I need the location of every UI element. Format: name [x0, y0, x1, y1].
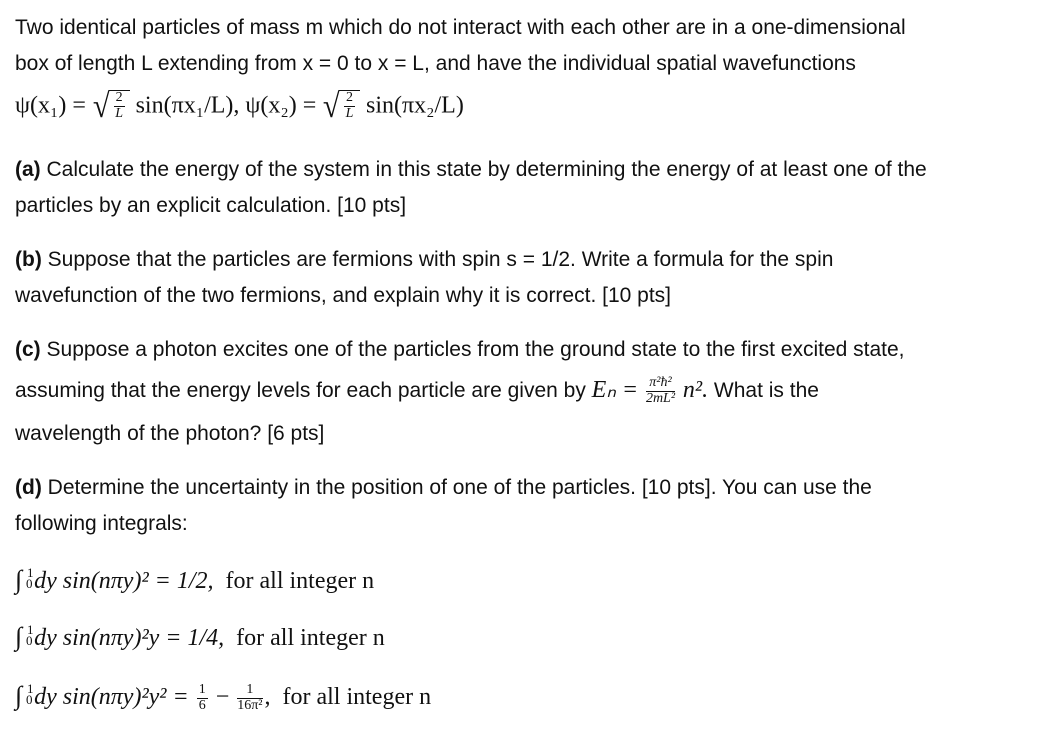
part-c-line-1: [15, 336, 905, 364]
sqrt-2-over-L-1: √ $\frac{2}{L}$: [92, 90, 130, 124]
part-b-text-1: Suppose that the particles are fermions with spin s = 1/2. Write a formula for the spin: [47, 248, 834, 271]
sin1-expression: sin(πx₁/L),: [135, 92, 240, 119]
frac-num-2: 2: [346, 90, 353, 106]
integral-3-body: dy sin(nπy)²y² =: [34, 684, 189, 710]
intro-line-2: box of length L extending from x = 0 to x = L, and have the individual spatial wavefunctions: [15, 52, 856, 75]
fraction-one-sixth: $\frac{1}{6}$: [198, 682, 206, 713]
integral-1: [15, 566, 374, 595]
integral-sign-icon: ∫ 1 0: [15, 622, 34, 651]
psi2-label: ψ(x₂) =: [245, 92, 317, 119]
sqrt-2-over-L-2: √ $\frac{2}{L}$: [322, 90, 360, 124]
frac-num-1: 2: [115, 90, 123, 106]
wavefunction-equation: [15, 90, 464, 124]
integral-sign-icon: ∫ 1 0: [15, 565, 34, 594]
energy-fraction: [646, 376, 675, 406]
minus-sign: −: [215, 684, 230, 710]
integral-sign-icon: ∫ 1 0: [15, 681, 34, 710]
part-b-line-1: [15, 246, 833, 274]
part-a-label: (a): [15, 158, 41, 181]
part-d-line-1: [15, 474, 872, 502]
frac-den-2: L: [345, 105, 354, 121]
integral-2: [15, 623, 385, 652]
energy-frac-den: 2mL²: [645, 390, 676, 406]
part-b-line-2: wavefunction of the two fermions, and explain why it is correct. [10 pts]: [15, 284, 671, 307]
part-c-line-2: [15, 376, 819, 407]
integral-1-suffix: for all integer n: [225, 568, 375, 594]
fraction-one-over-16pi2: $\frac{1}{\text{16π²}}$: [237, 682, 263, 713]
part-c-text-2-pre: assuming that the energy levels for each particle are given by: [15, 379, 586, 402]
part-d-label: (d): [15, 476, 42, 499]
sin2-expression: sin(πx₂/L): [366, 92, 464, 119]
integral-3: ∫ 1 0 dy sin(nπy)²y² = $\frac{1}{6}$ − $\frac{1}{\text{16π²}}$ , for all integer n: [15, 681, 432, 713]
part-c-line-3: wavelength of the photon? [6 pts]: [15, 422, 325, 445]
part-a-line-1: [15, 156, 927, 184]
part-d-text-1: Determine the uncertainty in the position of one of the particles. [10 pts]. You can use the: [47, 476, 872, 499]
part-d-line-2: following integrals:: [15, 512, 188, 535]
part-a-text-1: Calculate the energy of the system in this state by determining the energy of at least one of the: [46, 158, 927, 181]
energy-frac-num: π²ħ²: [646, 376, 675, 392]
part-b-label: (b): [15, 248, 42, 271]
integral-2-suffix: for all integer n: [236, 625, 385, 651]
part-c-text-2-post: What is the: [713, 379, 819, 402]
n-squared: n².: [682, 377, 709, 403]
intro-line-1: Two identical particles of mass m which do not interact with each other are in a one-dimensional: [15, 16, 906, 39]
integral-2-body: dy sin(nπy)²y = 1/4,: [34, 625, 225, 651]
psi1-label: ψ(x₁) =: [15, 92, 86, 119]
part-c-text-1: Suppose a photon excites one of the particles from the ground state to the first excited state,: [46, 338, 905, 361]
energy-level-symbol: Eₙ =: [591, 377, 639, 403]
part-a-line-2: particles by an explicit calculation. [10 pts]: [15, 194, 407, 217]
frac-den-1: L: [115, 105, 123, 121]
integral-1-body: dy sin(nπy)² = 1/2,: [34, 568, 214, 594]
integral-3-suffix: for all integer n: [282, 684, 432, 710]
part-c-label: (c): [15, 338, 41, 361]
